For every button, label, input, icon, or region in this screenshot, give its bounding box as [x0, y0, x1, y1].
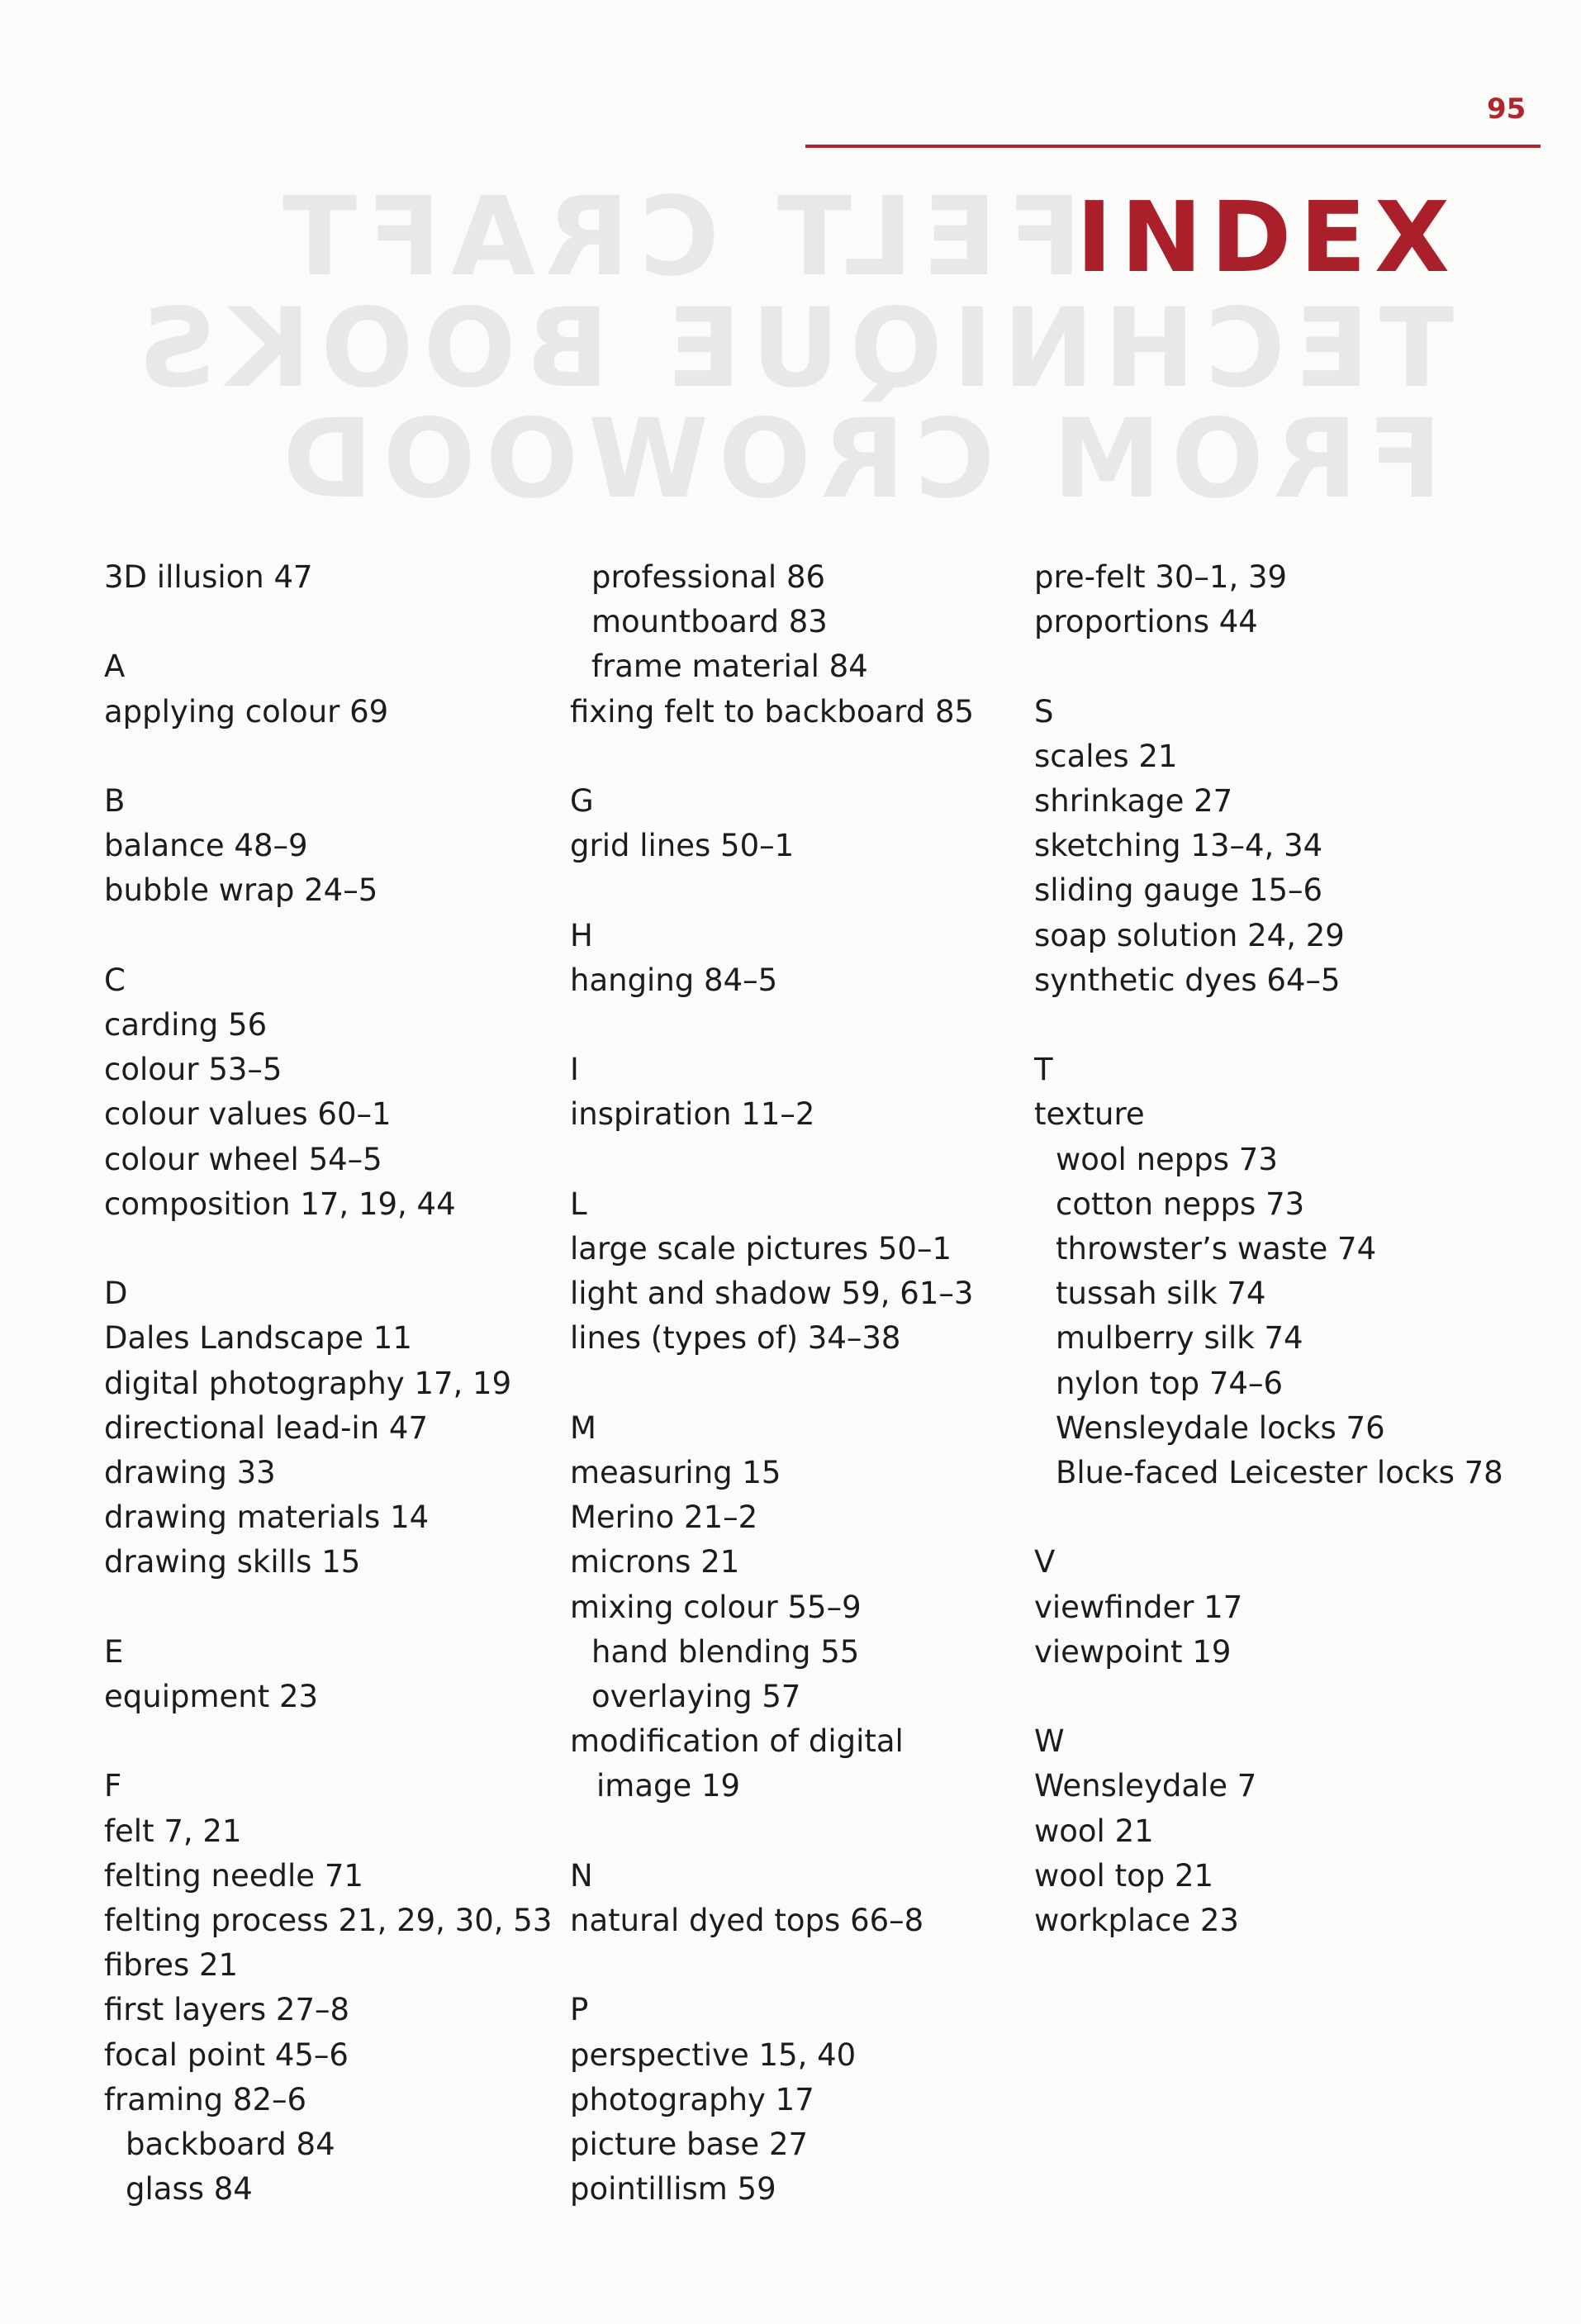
- index-entry: colour 53–5: [104, 1052, 282, 1088]
- index-letter-heading: N: [570, 1857, 593, 1894]
- index-subentry: overlaying 57: [591, 1679, 801, 1714]
- index-subentry: cotton nepps 73: [1056, 1186, 1305, 1222]
- index-entry: inspiration 11–2: [570, 1096, 815, 1133]
- index-entry: framing 82–6: [104, 2081, 307, 2117]
- index-subentry: mulberry silk 74: [1056, 1320, 1303, 1357]
- index-subentry: tussah silk 74: [1056, 1276, 1266, 1312]
- index-letter-heading: V: [1034, 1544, 1056, 1580]
- index-letter-heading: C: [104, 962, 126, 998]
- index-entry: fibres 21: [104, 1947, 239, 1984]
- index-entry: soap solution 24, 29: [1034, 917, 1345, 953]
- index-entry: applying colour 69: [104, 693, 389, 730]
- index-entry: picture base 27: [570, 2127, 809, 2162]
- index-subentry: wool nepps 73: [1056, 1141, 1278, 1177]
- index-entry: fixing felt to backboard 85: [570, 693, 975, 730]
- index-entry: drawing skills 15: [104, 1544, 361, 1580]
- index-entry: lines (types of) 34–38: [570, 1320, 901, 1357]
- index-subentry: backboard 84: [126, 2127, 335, 2163]
- index-letter-heading: M: [570, 1409, 596, 1446]
- index-entry: drawing materials 14: [104, 1499, 430, 1536]
- index-entry: composition 17, 19, 44: [104, 1186, 456, 1222]
- index-entry: light and shadow 59, 61–3: [570, 1276, 974, 1312]
- index-column-3: [1034, 555, 1503, 1943]
- index-entry: colour wheel 54–5: [104, 1141, 382, 1177]
- index-entry: modification of digital: [570, 1723, 904, 1760]
- index-entry: directional lead-in 47: [104, 1409, 428, 1446]
- index-entry: carding 56: [104, 1006, 268, 1043]
- index-letter-heading: P: [570, 1992, 589, 2028]
- index-letter-heading: I: [570, 1052, 579, 1088]
- index-entry: large scale pictures 50–1: [570, 1230, 952, 1267]
- index-subentry: hand blending 55: [591, 1633, 860, 1670]
- index-entry: felting needle 71: [104, 1857, 363, 1894]
- index-entry: Dales Landscape 11: [104, 1320, 412, 1357]
- bleed-line: TECHNIQUE BOOKS: [127, 284, 1454, 412]
- index-subentry: mountboard 83: [591, 604, 828, 640]
- index-subentry: Blue-faced Leicester locks 78: [1056, 1455, 1503, 1491]
- index-subentry: nylon top 74–6: [1056, 1365, 1283, 1401]
- index-entry: Merino 21–2: [570, 1499, 758, 1536]
- bleed-line: FROM CROWOOD: [273, 396, 1442, 524]
- index-letter-heading: H: [570, 917, 593, 953]
- index-entry: sketching 13–4, 34: [1034, 828, 1323, 864]
- index-subentry: Wensleydale locks 76: [1056, 1409, 1385, 1446]
- index-entry: hanging 84–5: [570, 962, 778, 998]
- index-subentry: glass 84: [126, 2171, 253, 2208]
- index-entry: felt 7, 21: [104, 1813, 242, 1849]
- index-letter-heading: B: [104, 782, 126, 819]
- index-entry: measuring 15: [570, 1454, 781, 1490]
- index-entry: digital photography 17, 19: [104, 1365, 512, 1401]
- index-entry: pointillism 59: [570, 2171, 776, 2208]
- index-letter-heading: T: [1034, 1052, 1053, 1088]
- index-entry: mixing colour 55–9: [570, 1589, 862, 1625]
- index-entry: microns 21: [570, 1544, 740, 1580]
- index-entry: first layers 27–8: [104, 1992, 350, 2028]
- index-entry: natural dyed tops 66–8: [570, 1903, 924, 1938]
- index-entry: shrinkage 27: [1034, 783, 1233, 819]
- index-entry: balance 48–9: [104, 828, 308, 864]
- index-column-1: [104, 555, 567, 2212]
- index-entry: grid lines 50–1: [570, 828, 795, 864]
- index-entry: colour values 60–1: [104, 1096, 392, 1133]
- index-entry-continuation: image 19: [596, 1768, 741, 1804]
- index-entry: pre-felt 30–1, 39: [1034, 559, 1288, 595]
- index-entry: proportions 44: [1034, 604, 1258, 640]
- index-entry: drawing 33: [104, 1455, 276, 1490]
- index-entry: scales 21: [1034, 738, 1178, 774]
- index-entry: sliding gauge 15–6: [1034, 872, 1323, 909]
- index-entry: focal point 45–6: [104, 2036, 349, 2073]
- index-entry: bubble wrap 24–5: [104, 872, 378, 909]
- index-entry: viewpoint 19: [1034, 1633, 1232, 1670]
- index-subentry: professional 86: [591, 559, 826, 595]
- index-entry: perspective 15, 40: [570, 2036, 857, 2073]
- index-letter-heading: S: [1034, 693, 1054, 730]
- index-entry: 3D illusion 47: [104, 559, 313, 595]
- index-entry: wool 21: [1034, 1813, 1154, 1849]
- index-entry: viewfinder 17: [1034, 1589, 1243, 1625]
- index-subentry: throwster’s waste 74: [1056, 1231, 1377, 1267]
- header-rule: [805, 145, 1541, 148]
- index-entry: synthetic dyes 64–5: [1034, 962, 1341, 998]
- index-letter-heading: G: [570, 783, 594, 819]
- index-letter-heading: D: [104, 1276, 128, 1312]
- index-entry: equipment 23: [104, 1679, 319, 1714]
- index-entry: texture: [1034, 1096, 1145, 1133]
- page-title: INDEX: [1075, 180, 1458, 294]
- index-letter-heading: L: [570, 1186, 587, 1222]
- index-entry: photography 17: [570, 2081, 814, 2117]
- bleed-line: FELT CRAFT: [273, 173, 1082, 301]
- index-letter-heading: F: [104, 1768, 122, 1804]
- index-letter-heading: E: [104, 1633, 124, 1670]
- index-entry: Wensleydale 7: [1034, 1768, 1257, 1804]
- index-letter-heading: W: [1034, 1723, 1065, 1760]
- index-entry: wool top 21: [1034, 1857, 1214, 1894]
- index-column-2: [570, 555, 1033, 2212]
- page-number: 95: [1487, 93, 1526, 126]
- index-entry: felting process 21, 29, 30, 53: [104, 1903, 553, 1938]
- index-letter-heading: A: [104, 649, 126, 685]
- index-entry: workplace 23: [1034, 1903, 1239, 1939]
- index-subentry: frame material 84: [591, 649, 868, 685]
